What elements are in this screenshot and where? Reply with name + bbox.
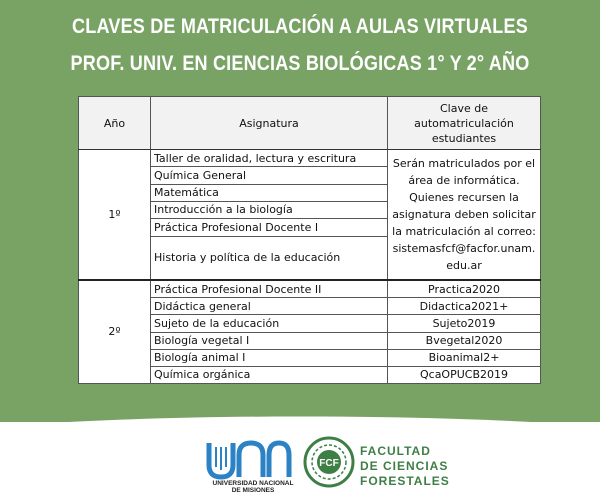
key-cell: Practica2020	[388, 280, 541, 298]
fcf-name-line: FACULTAD	[360, 444, 431, 458]
subject-cell: Biología animal I	[151, 349, 388, 366]
note-line: sistemasfcf@facfor.unam.	[392, 242, 536, 256]
note-line: asignatura deben solicitar	[392, 208, 536, 222]
header-key	[388, 97, 541, 150]
key-cell: Bioanimal2+	[388, 349, 541, 366]
table-row	[79, 150, 541, 167]
fcf-seal-icon	[303, 436, 355, 488]
key-cell: Didactica2021+	[388, 298, 541, 315]
fcf-name	[360, 444, 450, 489]
year-cell-1: 1º	[79, 150, 151, 280]
note-line: edu.ar	[446, 259, 482, 273]
header-key-line: Clave de	[439, 101, 488, 115]
page-title: CLAVES DE MATRICULACIÓN A AULAS VIRTUALES	[72, 15, 528, 38]
subject-cell: Química orgánica	[151, 366, 388, 383]
page-subtitle: PROF. UNIV. EN CIENCIAS BIOLÓGICAS 1° Y 2° AÑO	[70, 52, 530, 75]
header-year: Año	[79, 97, 151, 150]
table-row	[79, 280, 541, 298]
subject-cell: Práctica Profesional Docente I	[151, 218, 388, 236]
subject-cell: Introducción a la biología	[151, 201, 388, 218]
fcf-name-line: DE CIENCIAS	[360, 459, 449, 473]
header-subject: Asignatura	[151, 97, 388, 150]
fcf-seal-text: FCF	[319, 458, 339, 469]
subject-cell: Matemática	[151, 184, 388, 201]
subject-cell: Práctica Profesional Docente II	[151, 280, 388, 298]
note-line: Quienes recursen la	[409, 191, 519, 205]
enrollment-keys-table	[78, 96, 540, 384]
table-header-row	[79, 97, 541, 150]
header-key-line: automatriculación	[414, 116, 514, 130]
key-cell: QcaOPUCB2019	[388, 366, 541, 383]
fcf-name-line: FORESTALES	[360, 474, 450, 488]
note-line: Serán matriculados por el	[392, 157, 536, 171]
subject-cell: Sujeto de la educación	[151, 315, 388, 332]
subject-cell: Química General	[151, 167, 388, 184]
key-cell: Sujeto2019	[388, 315, 541, 332]
header-key-line: estudiantes	[431, 131, 497, 145]
enrollment-note	[388, 150, 541, 280]
subject-cell: Historia y política de la educación	[151, 236, 388, 279]
note-line: la matriculación al correo:	[392, 225, 536, 239]
year-cell-2: 2º	[79, 280, 151, 384]
unam-name	[200, 480, 306, 494]
key-cell: Bvegetal2020	[388, 332, 541, 349]
subject-cell: Taller de oralidad, lectura y escritura	[151, 150, 388, 167]
unam-name-line: DE MISIONES	[231, 487, 275, 494]
subject-cell: Didáctica general	[151, 298, 388, 315]
note-line: área de informática.	[408, 174, 520, 188]
unam-name-line: UNIVERSIDAD NACIONAL	[212, 480, 294, 487]
subject-cell: Biología vegetal I	[151, 332, 388, 349]
